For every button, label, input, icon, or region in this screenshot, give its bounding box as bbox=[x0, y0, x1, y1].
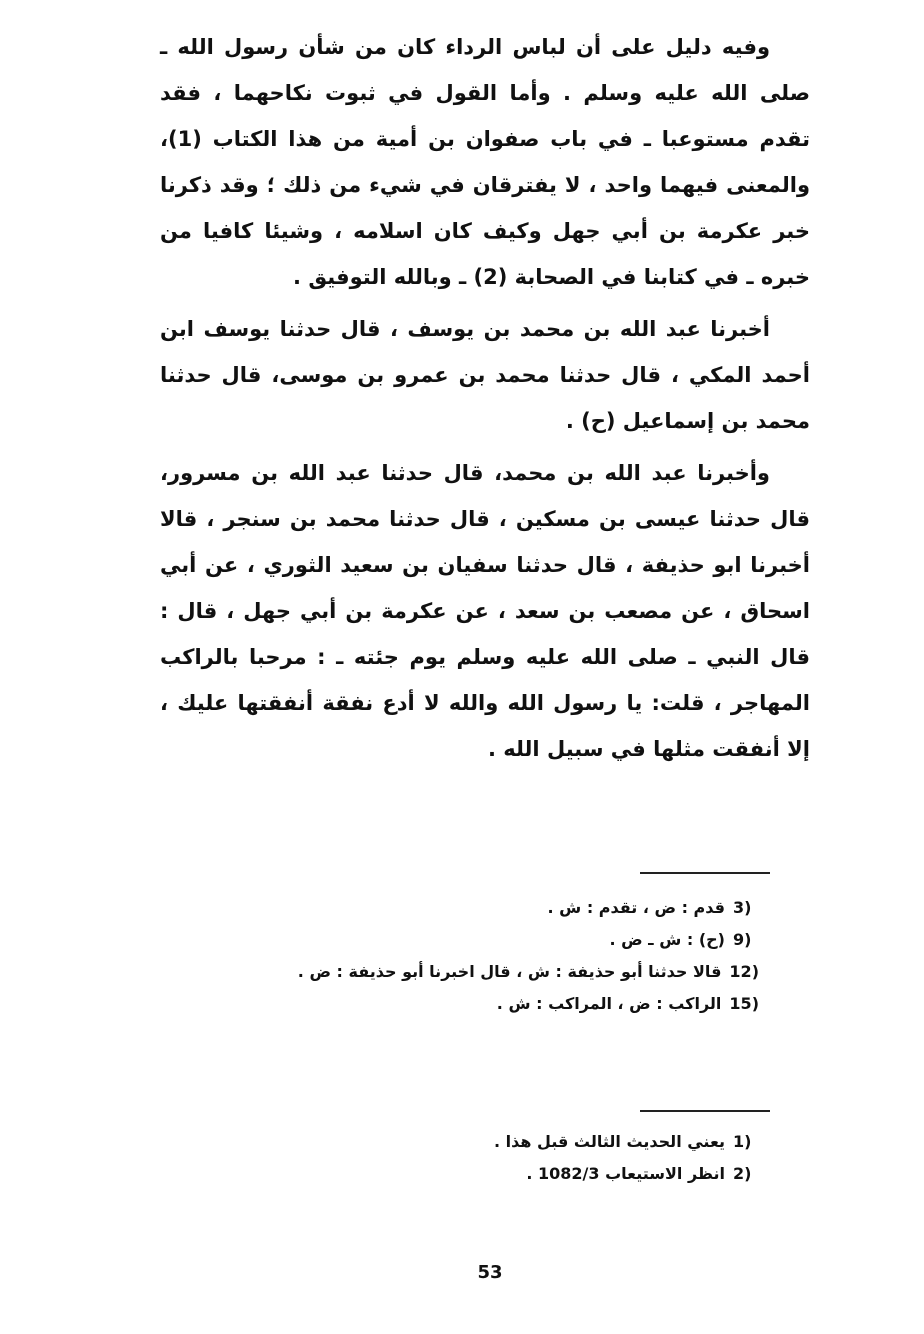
paragraph-text: وفيه دليل على أن لباس الرداء كان من شأن رسول الله ـ صلى الله عليه وسلم . وأما القول في ثبوت نكاحهما ، فقد تقدم مستوعبا ـ في باب صفوان بن أمية من هذا الكتاب (1)، والمعنى فيهما واحد ، لا يفترقان في شيء من ذلك ؛ وقد ذكرنا خبر عكرمة بن أبي جهل وكيف كان اسلامه ، وشيئا كافيا من خبره ـ في كتابنا في الصحابة (2) ـ وبالله التوفيق . bbox=[160, 35, 810, 289]
variant-text: (ح) : ش ـ ض . bbox=[609, 930, 725, 949]
footnote bbox=[159, 1126, 759, 1158]
paragraph-text: أخبرنا عبد الله بن محمد بن يوسف ، قال حدثنا يوسف ابن أحمد المكي ، قال حدثنا محمد بن عمرو بن موسى، قال حدثنا محمد بن إسماعيل (ح) . bbox=[160, 317, 810, 433]
body-paragraph-2 bbox=[160, 306, 810, 444]
footnotes-list bbox=[159, 1126, 759, 1190]
variants-separator-rule bbox=[640, 872, 770, 874]
variant-note bbox=[159, 892, 759, 924]
footnote-text: انظر الاستيعاب 1082/3 . bbox=[526, 1164, 725, 1183]
variant-note bbox=[159, 988, 759, 1020]
page-number: 53 bbox=[477, 1262, 503, 1283]
variant-note bbox=[159, 956, 759, 988]
variant-line-number: 9) bbox=[733, 930, 752, 949]
footnotes-separator-rule bbox=[640, 1110, 770, 1112]
footnote-number: 1) bbox=[733, 1132, 752, 1151]
variant-line-number: 12) bbox=[729, 962, 759, 981]
footnote-text: يعني الحديث الثالث قبل هذا . bbox=[494, 1132, 725, 1151]
paragraph-text: وأخبرنا عبد الله بن محمد، قال حدثنا عبد الله بن مسرور، قال حدثنا عيسى بن مسكين ، قال حدثنا محمد بن سنجر ، قالا أخبرنا ابو حذيفة ، قال حدثنا سفيان بن سعيد الثوري ، عن أبي اسحاق ، عن مصعب بن سعد ، عن عكرمة بن أبي جهل ، قال : قال النبي ـ صلى الله عليه وسلم يوم جئته ـ : مرحبا بالراكب المهاجر ، قلت: يا رسول الله والله لا أدع نفقة أنفقتها عليك ، إلا أنفقت مثلها في سبيل الله . bbox=[160, 461, 810, 761]
variant-text: الراكب : ض ، المراكب : ش . bbox=[496, 994, 722, 1013]
variant-note bbox=[159, 924, 759, 956]
body-paragraph-3 bbox=[160, 450, 810, 772]
variant-line-number: 3) bbox=[733, 898, 752, 917]
footnote-number: 2) bbox=[733, 1164, 752, 1183]
textual-variants-list bbox=[159, 892, 759, 1020]
variant-text: قالا حدثنا أبو حذيفة : ش ، قال اخبرنا أبو حذيفة : ض . bbox=[297, 962, 722, 981]
footnote bbox=[159, 1158, 759, 1190]
body-paragraph-1 bbox=[160, 24, 810, 300]
variant-line-number: 15) bbox=[729, 994, 759, 1013]
variant-text: قدم : ض ، تقدم : ش . bbox=[547, 898, 725, 917]
